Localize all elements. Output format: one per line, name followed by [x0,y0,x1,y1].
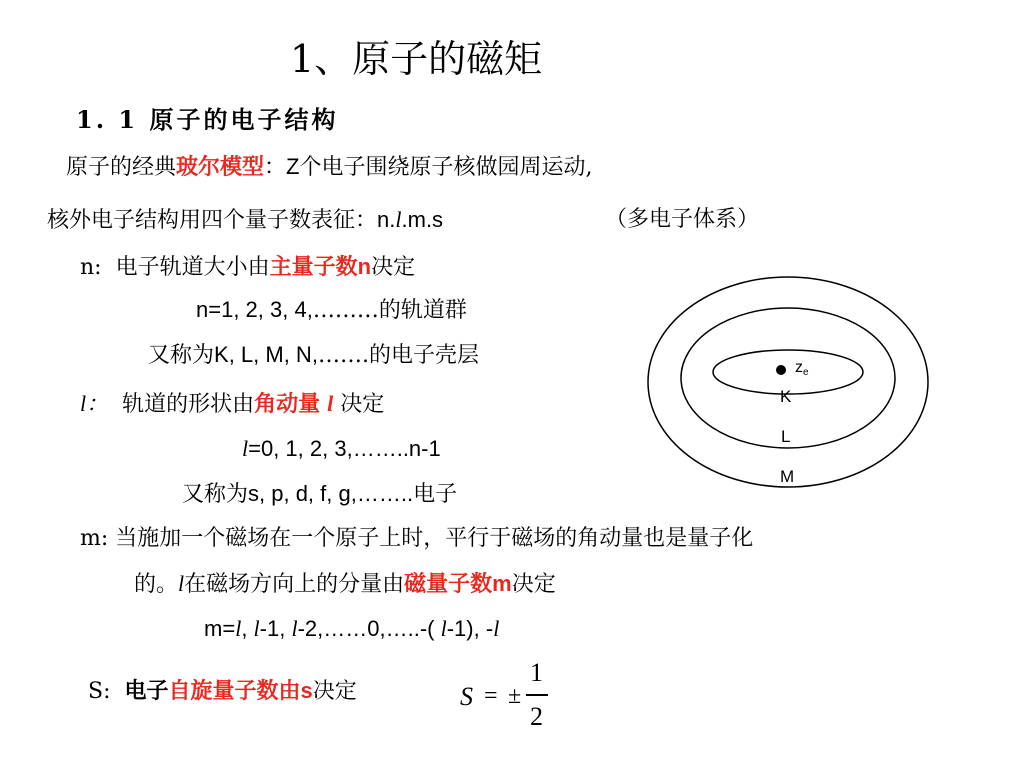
text-segment: 决定 [340,392,385,417]
text-segment: 决定 [371,255,416,280]
m-quantum-line [80,528,753,550]
text-segment: 的。 [134,572,179,597]
text-segment: l [253,616,260,641]
text-segment: l [395,207,402,232]
formula-equals: = [484,683,498,709]
text-segment: -1), - [446,616,494,641]
n-quantum-line [80,256,415,279]
text-segment: 的轨道群 [378,298,467,323]
text-segment: l [178,571,185,596]
text-segment: l [440,616,447,641]
n-values-line [196,299,467,322]
text-segment: 的电子壳层 [368,343,479,368]
spin-formula [460,660,560,735]
page-title: 1、原子的磁矩 [290,37,543,81]
text-segment: m= [204,616,236,641]
l-label: l： [80,391,109,416]
nucleus-label [795,360,809,378]
n-label: n: [80,255,102,280]
text-segment: l [327,391,334,416]
s-quantum-line [88,680,357,703]
text-segment: l [242,436,249,461]
text-segment: 核外电子结构用四个量子数表征： [47,208,378,233]
text-segment: , [241,616,254,641]
l-names-line [182,483,457,506]
text-segment: .m.s [401,207,444,232]
m-label: m: [80,526,109,551]
text-segment: 决定 [511,572,556,597]
text-segment: l [493,616,500,641]
text-segment: ……… [312,298,379,323]
m-line-continued [134,573,556,596]
formula-numerator: 1 [530,658,543,687]
formula-denominator: 2 [530,702,543,731]
text-segment: 在磁场方向上的分量由 [184,572,405,597]
text-segment: 电子 [413,482,458,507]
shell-m-ellipse [648,277,928,487]
l-values-line [242,438,441,461]
spin-qn-highlight: 自旋量子数由 [168,678,301,704]
text-segment: K, L, M, N, [214,342,318,367]
text-segment: -2,……0,…..-( [297,616,441,641]
text-segment: l [235,616,242,641]
text-segment: 又称为 [182,482,249,507]
nucleus-dot [776,365,786,375]
angular-momentum-highlight: 角动量 [254,391,321,417]
formula-plusminus: ± [508,683,522,709]
text-segment: s, p, d, f, g,…….. [248,481,414,506]
text-segment: 又称为 [148,343,215,368]
s-label: S: [88,679,111,704]
quantum-numbers-line [47,209,443,232]
text-segment: 电子轨道大小由 [115,255,270,280]
bohr-model-line [66,156,593,179]
text-segment: s [300,678,313,703]
nucleus-symbol: z [795,359,803,376]
text-segment: 当施加一个磁场在一个原子上时，平行于磁场的角动量也是量子化 [115,526,754,551]
bohr-model-highlight: 玻尔模型 [176,154,265,180]
section-subtitle: 1. 1 原子的电子结构 [76,105,339,134]
text-segment: ……. [317,343,369,368]
shell-m-label: M [780,467,795,486]
nucleus-subscript: e [803,367,809,378]
text-segment: l [291,616,298,641]
m-values-line [204,618,499,641]
text-segment: -1, [259,616,292,641]
formula-variable: S [460,682,473,711]
text-segment: m [492,571,512,596]
l-quantum-line [80,393,384,416]
text-segment: =0, 1, 2, 3,……..n-1 [248,436,441,461]
text-segment: 原子的经典 [66,155,177,180]
text-segment: n=1, 2, 3, 4, [196,297,313,322]
n-shells-line [148,344,479,367]
shell-k-label: K [780,387,792,406]
text-segment: n [357,254,372,279]
text-segment: 个电子围绕原子核做园周运动, [299,155,593,180]
text-segment: 电子 [124,678,169,704]
text-segment: 决定 [312,679,357,704]
fraction-bar [526,694,548,696]
text-segment: n. [377,207,396,232]
text-segment: 轨道的形状由 [122,392,255,417]
shell-l-label: L [781,427,791,446]
principal-qn-highlight: 主量子数 [269,254,358,280]
text-segment: ： [264,155,287,180]
text-segment: Z [286,154,300,179]
multi-electron-note: （多电子体系） [605,207,760,232]
magnetic-qn-highlight: 磁量子数 [404,571,493,597]
